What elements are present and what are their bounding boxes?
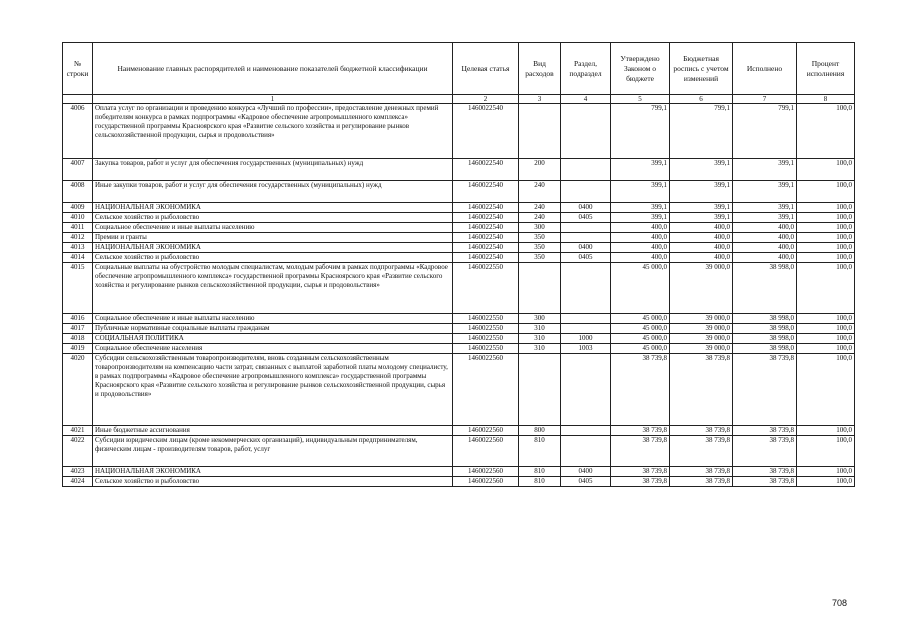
- row-percent: 100,0: [797, 181, 855, 203]
- row-kind: 800: [519, 426, 561, 436]
- row-executed: 400,0: [733, 223, 797, 233]
- row-section: [561, 223, 611, 233]
- column-number: 8: [797, 95, 855, 104]
- row-executed: 399,1: [733, 213, 797, 223]
- row-percent: 100,0: [797, 223, 855, 233]
- row-executed: 38 998,0: [733, 263, 797, 314]
- row-budget: 39 000,0: [670, 314, 733, 324]
- table-row: [63, 263, 855, 314]
- row-approved: 45 000,0: [611, 324, 670, 334]
- row-kind: 810: [519, 467, 561, 477]
- row-kind: 200: [519, 159, 561, 181]
- table-row: [63, 477, 855, 487]
- row-executed: 400,0: [733, 253, 797, 263]
- column-number: 5: [611, 95, 670, 104]
- row-number: 4009: [63, 203, 93, 213]
- row-approved: 38 739,8: [611, 477, 670, 487]
- row-section: [561, 324, 611, 334]
- row-target: 1460022550: [453, 324, 519, 334]
- row-kind: 350: [519, 243, 561, 253]
- row-kind: 310: [519, 324, 561, 334]
- row-percent: 100,0: [797, 334, 855, 344]
- row-section: 0405: [561, 477, 611, 487]
- table-row: [63, 243, 855, 253]
- row-percent: 100,0: [797, 213, 855, 223]
- row-percent: 100,0: [797, 243, 855, 253]
- row-approved: 399,1: [611, 159, 670, 181]
- column-number: 7: [733, 95, 797, 104]
- row-approved: 400,0: [611, 243, 670, 253]
- table-row: [63, 233, 855, 243]
- row-section: 0405: [561, 253, 611, 263]
- column-number: [63, 95, 93, 104]
- header-executed: Исполнено: [733, 43, 797, 95]
- row-executed: 399,1: [733, 181, 797, 203]
- column-number: 2: [453, 95, 519, 104]
- row-number: 4011: [63, 223, 93, 233]
- row-budget: 38 739,8: [670, 354, 733, 426]
- row-kind: 240: [519, 203, 561, 213]
- row-kind: 300: [519, 223, 561, 233]
- row-kind: 310: [519, 334, 561, 344]
- row-kind: 810: [519, 477, 561, 487]
- row-budget: 399,1: [670, 213, 733, 223]
- row-number: 4018: [63, 334, 93, 344]
- row-executed: 38 739,8: [733, 467, 797, 477]
- table-row: [63, 253, 855, 263]
- row-target: 1460022560: [453, 436, 519, 467]
- row-section: [561, 436, 611, 467]
- row-name: Социальное обеспечение и иные выплаты населению: [93, 314, 453, 324]
- row-number: 4023: [63, 467, 93, 477]
- row-percent: 100,0: [797, 467, 855, 477]
- table-row: [63, 354, 855, 426]
- row-percent: 100,0: [797, 104, 855, 159]
- row-budget: 38 739,8: [670, 477, 733, 487]
- table-row: [63, 213, 855, 223]
- row-kind: 350: [519, 233, 561, 243]
- row-approved: 38 739,8: [611, 436, 670, 467]
- row-executed: 38 998,0: [733, 344, 797, 354]
- row-name: Иные бюджетные ассигнования: [93, 426, 453, 436]
- row-name: Социальное обеспечение и иные выплаты населению: [93, 223, 453, 233]
- row-percent: 100,0: [797, 354, 855, 426]
- table-row: [63, 436, 855, 467]
- header-budget-schedule: Бюджетная роспись с учетом изменений: [670, 43, 733, 95]
- row-executed: 400,0: [733, 243, 797, 253]
- row-percent: 100,0: [797, 477, 855, 487]
- row-number: 4020: [63, 354, 93, 426]
- table-row: [63, 203, 855, 213]
- row-name: Сельское хозяйство и рыболовство: [93, 213, 453, 223]
- row-approved: 400,0: [611, 233, 670, 243]
- row-executed: 38 998,0: [733, 324, 797, 334]
- row-name: Социальные выплаты на обустройство молодым специалистам, молодым рабочим в рамках подпрограммы «Кадровое обеспечение агропромышленного комплекса» государственной программы Красноярского края «Развитие сельского хозяйства и регулирование рынков сельскохозяйственной продукции, сырья и продовольствия»: [93, 263, 453, 314]
- row-executed: 400,0: [733, 233, 797, 243]
- page-number: 708: [832, 598, 848, 608]
- row-budget: 399,1: [670, 181, 733, 203]
- row-kind: [519, 263, 561, 314]
- row-kind: 350: [519, 253, 561, 263]
- row-budget: 400,0: [670, 233, 733, 243]
- row-number: 4006: [63, 104, 93, 159]
- row-kind: 300: [519, 314, 561, 324]
- row-budget: 39 000,0: [670, 324, 733, 334]
- row-number: 4013: [63, 243, 93, 253]
- header-name: Наименование главных распорядителей и наименование показателей бюджетной классификации: [93, 43, 453, 95]
- table-row: [63, 467, 855, 477]
- row-number: 4010: [63, 213, 93, 223]
- row-percent: 100,0: [797, 203, 855, 213]
- row-kind: 310: [519, 344, 561, 354]
- row-target: 1460022540: [453, 243, 519, 253]
- row-target: 1460022550: [453, 344, 519, 354]
- row-budget: 39 000,0: [670, 344, 733, 354]
- row-target: 1460022550: [453, 334, 519, 344]
- row-budget: 39 000,0: [670, 334, 733, 344]
- row-budget: 38 739,8: [670, 426, 733, 436]
- row-percent: 100,0: [797, 426, 855, 436]
- row-name: Иные закупки товаров, работ и услуг для обеспечения государственных (муниципальных) нужд: [93, 181, 453, 203]
- row-section: [561, 159, 611, 181]
- row-budget: 400,0: [670, 223, 733, 233]
- row-target: 1460022540: [453, 159, 519, 181]
- header-section: Раздел, подраздел: [561, 43, 611, 95]
- row-kind: 240: [519, 181, 561, 203]
- row-target: 1460022540: [453, 253, 519, 263]
- row-approved: 45 000,0: [611, 314, 670, 324]
- row-target: 1460022560: [453, 426, 519, 436]
- row-approved: 799,1: [611, 104, 670, 159]
- row-section: [561, 104, 611, 159]
- budget-execution-table: [62, 42, 855, 487]
- row-number: 4008: [63, 181, 93, 203]
- row-budget: 38 739,8: [670, 436, 733, 467]
- table-row: [63, 334, 855, 344]
- table-row: [63, 181, 855, 203]
- header-row-no: № строки: [63, 43, 93, 95]
- row-section: 0400: [561, 243, 611, 253]
- table-row: [63, 344, 855, 354]
- row-percent: 100,0: [797, 159, 855, 181]
- row-number: 4017: [63, 324, 93, 334]
- row-approved: 45 000,0: [611, 344, 670, 354]
- row-approved: 399,1: [611, 203, 670, 213]
- row-approved: 45 000,0: [611, 334, 670, 344]
- row-percent: 100,0: [797, 263, 855, 314]
- row-percent: 100,0: [797, 324, 855, 334]
- row-approved: 38 739,8: [611, 467, 670, 477]
- row-number: 4022: [63, 436, 93, 467]
- row-approved: 399,1: [611, 213, 670, 223]
- row-section: 0405: [561, 213, 611, 223]
- header-approved: Утверждено Законом о бюджете: [611, 43, 670, 95]
- row-budget: 399,1: [670, 159, 733, 181]
- header-target: Целевая статья: [453, 43, 519, 95]
- row-kind: 240: [519, 213, 561, 223]
- row-name: СОЦИАЛЬНАЯ ПОЛИТИКА: [93, 334, 453, 344]
- row-target: 1460022560: [453, 477, 519, 487]
- row-approved: 38 739,8: [611, 426, 670, 436]
- row-executed: 38 739,8: [733, 477, 797, 487]
- row-section: [561, 233, 611, 243]
- row-approved: 399,1: [611, 181, 670, 203]
- row-kind: [519, 104, 561, 159]
- row-name: Закупка товаров, работ и услуг для обеспечения государственных (муниципальных) нужд: [93, 159, 453, 181]
- table-header-row: [63, 43, 855, 95]
- row-executed: 38 998,0: [733, 314, 797, 324]
- row-approved: 400,0: [611, 253, 670, 263]
- row-target: 1460022540: [453, 181, 519, 203]
- row-percent: 100,0: [797, 314, 855, 324]
- row-approved: 400,0: [611, 223, 670, 233]
- row-name: НАЦИОНАЛЬНАЯ ЭКОНОМИКА: [93, 467, 453, 477]
- row-target: 1460022540: [453, 203, 519, 213]
- row-budget: 400,0: [670, 243, 733, 253]
- header-percent: Процент исполнения: [797, 43, 855, 95]
- row-target: 1460022540: [453, 233, 519, 243]
- column-number: 1: [93, 95, 453, 104]
- row-target: 1460022540: [453, 213, 519, 223]
- row-name: Оплата услуг по организации и проведению конкурса «Лучший по профессии», предоставление денежных премий победителям конкурса в рамках подпрограммы «Кадровое обеспечение агропромышленного комплекса» государственной программы Красноярского края «Развитие сельского хозяйства и регулирование рынков сельскохозяйственной продукции, сырья и продовольствия»: [93, 104, 453, 159]
- table-row: [63, 159, 855, 181]
- row-executed: 38 739,8: [733, 436, 797, 467]
- row-executed: 399,1: [733, 159, 797, 181]
- row-percent: 100,0: [797, 253, 855, 263]
- row-name: Сельское хозяйство и рыболовство: [93, 253, 453, 263]
- row-name: Премии и гранты: [93, 233, 453, 243]
- row-executed: 38 739,8: [733, 426, 797, 436]
- row-name: Субсидии юридическим лицам (кроме некоммерческих организаций), индивидуальным предпринимателям, физическим лицам - производителям товаров, работ, услуг: [93, 436, 453, 467]
- row-section: 1000: [561, 334, 611, 344]
- row-section: 0400: [561, 467, 611, 477]
- row-number: 4015: [63, 263, 93, 314]
- row-percent: 100,0: [797, 233, 855, 243]
- row-number: 4021: [63, 426, 93, 436]
- row-number: 4024: [63, 477, 93, 487]
- row-section: 0400: [561, 203, 611, 213]
- column-number: 6: [670, 95, 733, 104]
- row-section: [561, 426, 611, 436]
- row-target: 1460022560: [453, 467, 519, 477]
- table-row: [63, 223, 855, 233]
- table-row: [63, 324, 855, 334]
- column-number-row: [63, 95, 855, 104]
- row-section: [561, 314, 611, 324]
- row-budget: 400,0: [670, 253, 733, 263]
- row-kind: 810: [519, 436, 561, 467]
- row-kind: [519, 354, 561, 426]
- row-section: [561, 181, 611, 203]
- row-name: НАЦИОНАЛЬНАЯ ЭКОНОМИКА: [93, 243, 453, 253]
- column-number: 3: [519, 95, 561, 104]
- row-section: [561, 354, 611, 426]
- row-budget: 38 739,8: [670, 467, 733, 477]
- row-executed: 38 998,0: [733, 334, 797, 344]
- row-number: 4016: [63, 314, 93, 324]
- row-executed: 799,1: [733, 104, 797, 159]
- row-approved: 45 000,0: [611, 263, 670, 314]
- row-name: НАЦИОНАЛЬНАЯ ЭКОНОМИКА: [93, 203, 453, 213]
- table-row: [63, 104, 855, 159]
- table-body: [63, 104, 855, 487]
- row-target: 1460022560: [453, 354, 519, 426]
- row-section: [561, 263, 611, 314]
- row-budget: 799,1: [670, 104, 733, 159]
- table-row: [63, 314, 855, 324]
- row-budget: 399,1: [670, 203, 733, 213]
- row-number: 4012: [63, 233, 93, 243]
- row-target: 1460022540: [453, 104, 519, 159]
- row-approved: 38 739,8: [611, 354, 670, 426]
- row-section: 1003: [561, 344, 611, 354]
- row-budget: 39 000,0: [670, 263, 733, 314]
- row-target: 1460022550: [453, 314, 519, 324]
- row-target: 1460022540: [453, 223, 519, 233]
- row-name: Публичные нормативные социальные выплаты гражданам: [93, 324, 453, 334]
- row-name: Субсидии сельскохозяйственным товаропроизводителям, вновь созданным сельскохозяйственным товаропроизводителям на компенсацию части затрат, связанных с выплатой заработной платы молодому специалисту, в рамках подпрограммы «Кадровое обеспечение агропромышленного комплекса» государственной программы Красноярского края «Развитие сельского хозяйства и регулирование рынков сельскохозяйственной продукции, сырья и продовольствия»: [93, 354, 453, 426]
- header-kind: Вид расходов: [519, 43, 561, 95]
- row-number: 4019: [63, 344, 93, 354]
- row-executed: 399,1: [733, 203, 797, 213]
- row-target: 1460022550: [453, 263, 519, 314]
- row-percent: 100,0: [797, 436, 855, 467]
- row-name: Сельское хозяйство и рыболовство: [93, 477, 453, 487]
- row-number: 4014: [63, 253, 93, 263]
- row-executed: 38 739,8: [733, 354, 797, 426]
- row-percent: 100,0: [797, 344, 855, 354]
- row-name: Социальное обеспечение населения: [93, 344, 453, 354]
- column-number: 4: [561, 95, 611, 104]
- row-number: 4007: [63, 159, 93, 181]
- table-row: [63, 426, 855, 436]
